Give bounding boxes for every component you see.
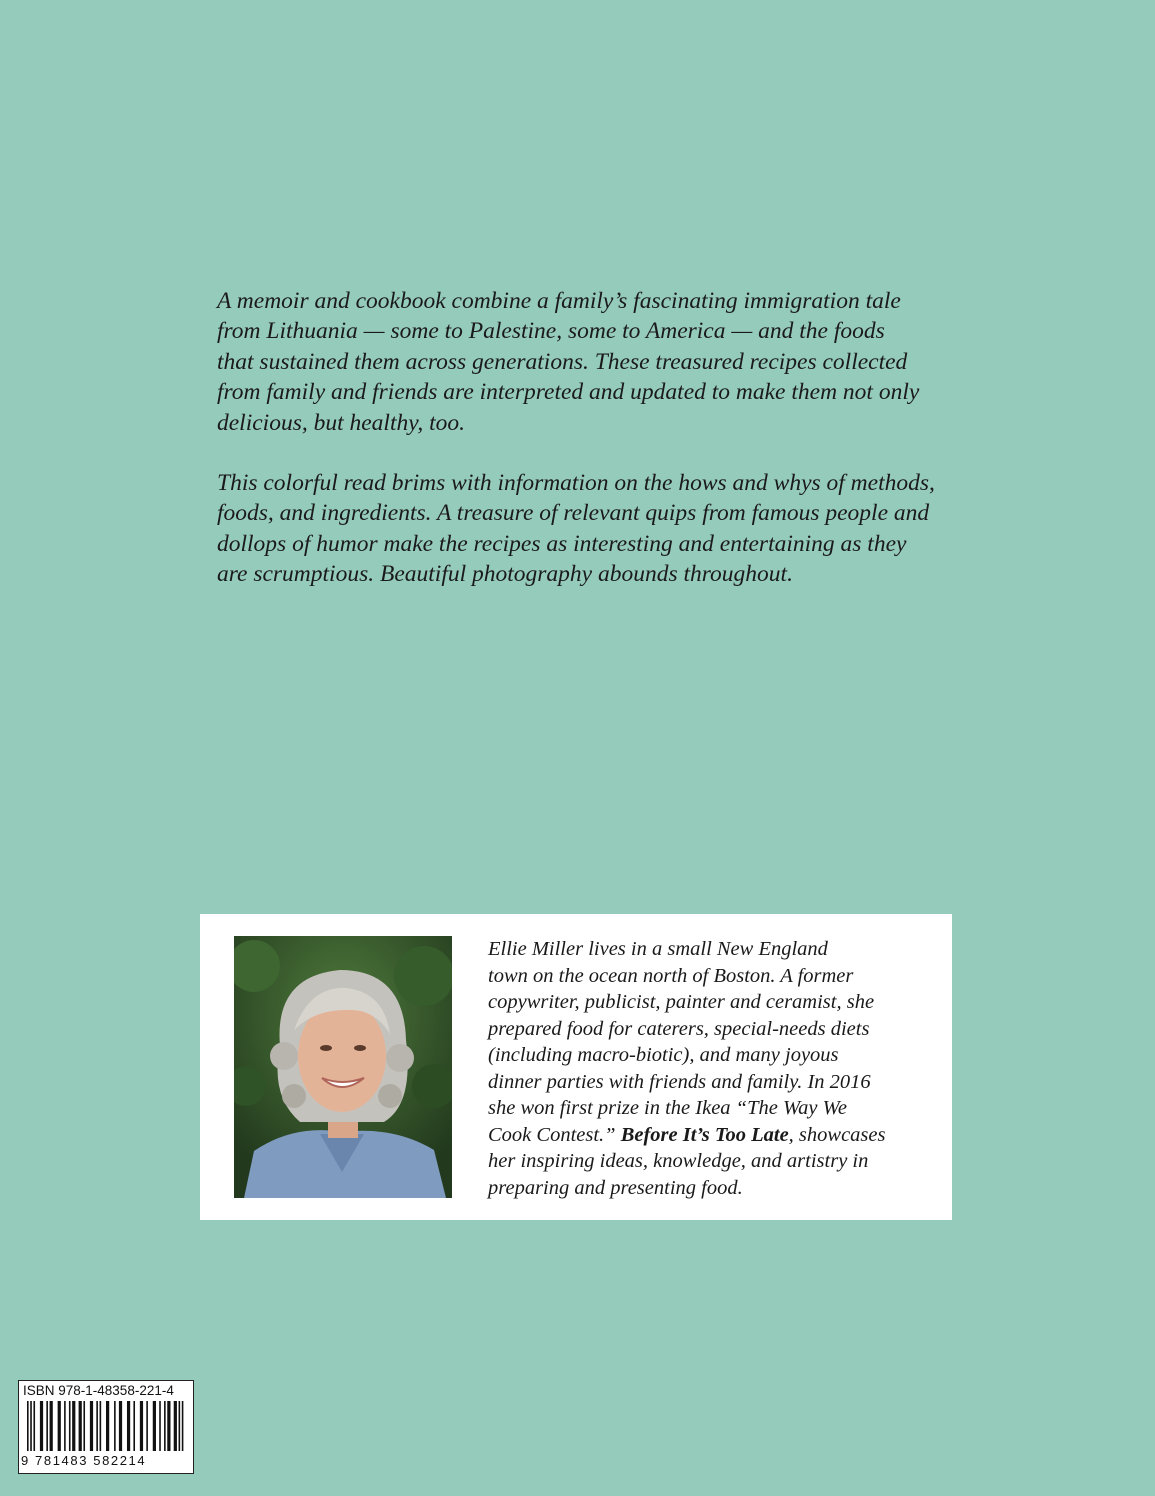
barcode-bar: [174, 1401, 177, 1451]
author-portrait-illustration: [234, 936, 452, 1198]
bio-line: preparing and presenting food.: [488, 1176, 743, 1199]
barcode-bar: [40, 1401, 43, 1451]
barcode-bar: [83, 1401, 85, 1451]
barcode-bar: [58, 1401, 61, 1451]
bio-line: (including macro-biotic), and many joyous: [488, 1044, 839, 1066]
author-bio-text: [488, 936, 938, 1201]
barcode-bar: [179, 1401, 181, 1451]
barcode-bar: [69, 1401, 71, 1451]
bio-line: Ellie Miller lives in a small New England: [488, 938, 828, 960]
blurb-line: This colorful read brims with information on the hows and whys of methods,: [217, 470, 935, 497]
book-title: Before It’s Too Late: [620, 1123, 789, 1146]
barcode-bar: [27, 1401, 29, 1451]
blurb-line: from family and friends are interpreted and updated to make them not only: [217, 379, 920, 406]
author-photo: [234, 936, 452, 1198]
bio-line: town on the ocean north of Boston. A former: [488, 964, 854, 987]
isbn-label: ISBN 978-1-48358-221-4: [23, 1383, 174, 1398]
barcode-bar: [30, 1401, 32, 1451]
barcode-bar: [106, 1401, 109, 1451]
barcode-bar: [100, 1401, 102, 1451]
author-bio-panel: [200, 914, 952, 1220]
blurb-line: delicious, but healthy, too.: [217, 409, 466, 436]
bio-line-lead: Cook Contest.”: [488, 1123, 621, 1146]
bio-line: her inspiring ideas, knowledge, and artistry in: [488, 1150, 869, 1172]
cover-blurb: [217, 286, 977, 590]
bio-line: prepared food for caterers, special-needs diets: [488, 1017, 870, 1040]
bio-line-with-title: [488, 1122, 938, 1149]
barcode-bar: [167, 1401, 170, 1451]
bio-line: copywriter, publicist, painter and ceramist, she: [488, 991, 875, 1013]
bio-line: she won first prize in the Ikea “The Way We: [488, 1097, 847, 1119]
barcode-bar: [33, 1401, 35, 1451]
barcode-bar: [127, 1401, 130, 1451]
barcode-bar: [96, 1401, 98, 1451]
barcode-bar: [72, 1401, 75, 1451]
barcode-bar: [79, 1401, 82, 1451]
blurb-line: are scrumptious. Beautiful photography abounds throughout.: [217, 561, 793, 588]
barcode-bar: [140, 1401, 143, 1451]
barcode-bar: [153, 1401, 156, 1451]
barcode-bar: [159, 1401, 161, 1451]
barcode-bar: [133, 1401, 135, 1451]
bio-line-tail: , showcases: [788, 1123, 886, 1146]
barcode-bar: [46, 1401, 48, 1451]
blurb-line: A memoir and cookbook combine a family’s fascinating immigration tale: [217, 288, 901, 314]
barcode-bar: [90, 1401, 93, 1451]
blurb-line: dollops of humor make the recipes as interesting and entertaining as they: [217, 530, 907, 557]
barcode-bar: [64, 1401, 66, 1451]
barcode-bar: [182, 1401, 184, 1451]
ean-digits: 9 781483 582214: [21, 1453, 147, 1468]
barcode-icon: [25, 1401, 187, 1453]
blurb-line: that sustained them across generations. These treasured recipes collected: [217, 348, 908, 375]
barcode-bar: [50, 1401, 53, 1451]
barcode-bar: [114, 1401, 116, 1451]
blurb-line: foods, and ingredients. A treasure of relevant quips from famous people and: [217, 500, 930, 527]
bio-line: dinner parties with friends and family. In 2016: [488, 1070, 871, 1093]
barcode-bar: [164, 1401, 166, 1451]
blurb-line: from Lithuania — some to Palestine, some to America — and the foods: [217, 318, 885, 345]
barcode-bar: [146, 1401, 148, 1451]
isbn-barcode-box: [18, 1380, 194, 1474]
barcode-bar: [119, 1401, 122, 1451]
